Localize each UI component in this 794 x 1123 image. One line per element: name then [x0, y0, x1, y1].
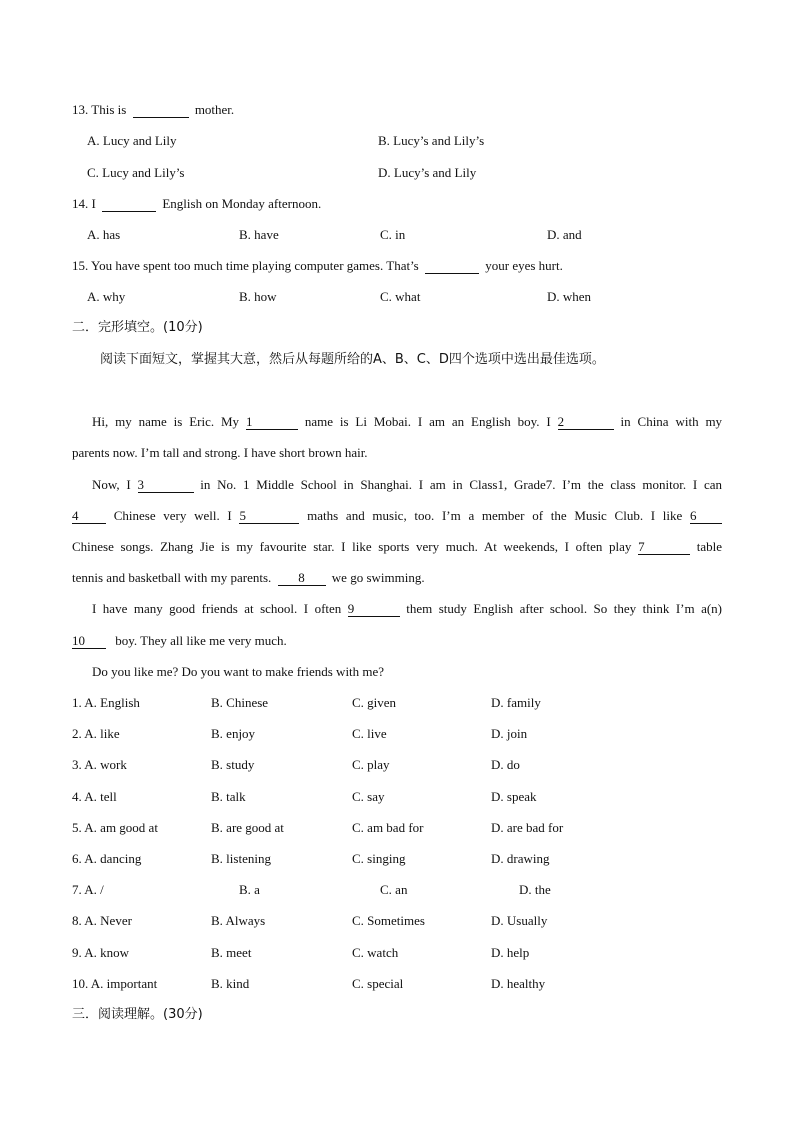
- question-15-option-a[interactable]: A. why: [87, 289, 126, 304]
- cloze-1-option-d[interactable]: D. family: [491, 695, 541, 710]
- passage-text: Now, I: [92, 477, 131, 492]
- cloze-6-option-c[interactable]: C. singing: [352, 851, 406, 866]
- cloze-7-option-b[interactable]: B. a: [239, 882, 260, 897]
- cloze-blank-9[interactable]: 9: [348, 602, 400, 617]
- passage-text: Chinese songs. Zhang Jie is my favourite star. I like sports very much. At weekends, I often play: [72, 539, 632, 554]
- question-14-stem-pre: 14. I: [72, 196, 96, 211]
- cloze-8-option-b[interactable]: B. Always: [211, 913, 266, 928]
- cloze-blank-7[interactable]: 7: [638, 540, 690, 555]
- question-15-option-b[interactable]: B. how: [239, 289, 277, 304]
- passage-line-5: [72, 539, 722, 555]
- passage-text: tennis and basketball with my parents.: [72, 570, 272, 585]
- question-15-stem-pre: 15. You have spent too much time playing computer games. That’s: [72, 258, 419, 273]
- cloze-7-option-a[interactable]: 7. A. /: [72, 882, 104, 897]
- question-14-stem-post: English on Monday afternoon.: [162, 196, 322, 211]
- cloze-3-option-a[interactable]: 3. A. work: [72, 757, 127, 772]
- passage-text: Chinese very well. I: [113, 508, 232, 523]
- question-13-option-a[interactable]: A. Lucy and Lily: [87, 133, 177, 148]
- passage-text: them study English after school. So they think I’m a(n): [406, 601, 722, 616]
- cloze-3-option-c[interactable]: C. play: [352, 757, 390, 772]
- question-13-stem-post: mother.: [194, 102, 235, 117]
- section-3-title: 三．阅读理解。(30分): [72, 1007, 203, 1022]
- passage-line-2: parents now. I’m tall and strong. I have short brown hair.: [72, 445, 368, 460]
- cloze-9-option-a[interactable]: 9. A. know: [72, 945, 130, 960]
- cloze-6-option-a[interactable]: 6. A. dancing: [72, 851, 142, 866]
- cloze-2-option-c[interactable]: C. live: [352, 726, 387, 741]
- cloze-9-option-c[interactable]: C. watch: [352, 945, 399, 960]
- cloze-8-option-a[interactable]: 8. A. Never: [72, 913, 132, 928]
- cloze-blank-3[interactable]: 3: [138, 478, 194, 493]
- passage-line-3: [92, 477, 722, 493]
- question-13-option-b[interactable]: B. Lucy’s and Lily’s: [378, 133, 485, 148]
- cloze-10-option-d[interactable]: D. healthy: [491, 976, 546, 991]
- passage-text: in No. 1 Middle School in Shanghai. I am in Class1, Grade7. I’m the class monitor. I can: [200, 477, 723, 492]
- cloze-5-option-a[interactable]: 5. A. am good at: [72, 820, 158, 835]
- cloze-4-option-c[interactable]: C. say: [352, 789, 385, 804]
- passage-line-6: [72, 570, 425, 586]
- cloze-blank-1[interactable]: 1: [246, 415, 298, 430]
- passage-text: name is Li Mobai. I am an English boy. I: [304, 414, 551, 429]
- cloze-blank-6[interactable]: 6: [690, 509, 722, 524]
- cloze-7-option-d[interactable]: D. the: [519, 882, 551, 897]
- cloze-10-option-b[interactable]: B. kind: [211, 976, 250, 991]
- question-14-option-a[interactable]: A. has: [87, 227, 121, 242]
- section-2-instruction: 阅读下面短文，掌握其大意，然后从每题所给的A、B、C、D四个选项中选出最佳选项。: [100, 352, 605, 367]
- cloze-6-option-d[interactable]: D. drawing: [491, 851, 550, 866]
- cloze-blank-10[interactable]: 10: [72, 634, 106, 649]
- cloze-10-option-a[interactable]: 10. A. important: [72, 976, 158, 991]
- question-13-blank[interactable]: [133, 103, 189, 118]
- cloze-7-option-c[interactable]: C. an: [380, 882, 408, 897]
- cloze-1-option-c[interactable]: C. given: [352, 695, 397, 710]
- question-15-option-d[interactable]: D. when: [547, 289, 592, 304]
- cloze-2-option-a[interactable]: 2. A. like: [72, 726, 120, 741]
- section-2-title: 二．完形填空。(10分): [72, 320, 203, 335]
- cloze-2-option-b[interactable]: B. enjoy: [211, 726, 256, 741]
- question-13-option-c[interactable]: C. Lucy and Lily’s: [87, 165, 185, 180]
- cloze-4-option-b[interactable]: B. talk: [211, 789, 246, 804]
- passage-text: Hi, my name is Eric. My: [92, 414, 240, 429]
- passage-line-8: [72, 633, 287, 649]
- question-13: [72, 102, 234, 118]
- question-15-stem-post: your eyes hurt.: [485, 258, 563, 273]
- cloze-8-option-c[interactable]: C. Sometimes: [352, 913, 425, 928]
- question-15-option-c[interactable]: C. what: [380, 289, 421, 304]
- passage-text: we go swimming.: [331, 570, 425, 585]
- question-14-option-d[interactable]: D. and: [547, 227, 582, 242]
- question-13-option-d[interactable]: D. Lucy’s and Lily: [378, 165, 477, 180]
- cloze-blank-8[interactable]: 8: [278, 571, 326, 586]
- passage-line-7: [92, 601, 722, 617]
- question-15: [72, 258, 563, 274]
- question-13-stem-pre: 13. This is: [72, 102, 127, 117]
- cloze-blank-5[interactable]: 5: [239, 509, 299, 524]
- cloze-10-option-c[interactable]: C. special: [352, 976, 404, 991]
- cloze-8-option-d[interactable]: D. Usually: [491, 913, 548, 928]
- passage-text: boy. They all like me very much.: [115, 633, 287, 648]
- passage-line-1: [92, 414, 722, 430]
- cloze-5-option-d[interactable]: D. are bad for: [491, 820, 564, 835]
- cloze-4-option-a[interactable]: 4. A. tell: [72, 789, 117, 804]
- cloze-9-option-d[interactable]: D. help: [491, 945, 530, 960]
- cloze-2-option-d[interactable]: D. join: [491, 726, 528, 741]
- cloze-blank-2[interactable]: 2: [558, 415, 614, 430]
- cloze-5-option-b[interactable]: B. are good at: [211, 820, 284, 835]
- cloze-blank-4[interactable]: 4: [72, 509, 106, 524]
- passage-text: I have many good friends at school. I often: [92, 601, 342, 616]
- passage-text: maths and music, too. I’m a member of the Music Club. I like: [307, 508, 683, 523]
- question-14-blank[interactable]: [102, 197, 156, 212]
- cloze-1-option-b[interactable]: B. Chinese: [211, 695, 269, 710]
- cloze-6-option-b[interactable]: B. listening: [211, 851, 271, 866]
- question-14-option-b[interactable]: B. have: [239, 227, 279, 242]
- question-14: [72, 196, 321, 212]
- cloze-1-option-a[interactable]: 1. A. English: [72, 695, 140, 710]
- cloze-5-option-c[interactable]: C. am bad for: [352, 820, 424, 835]
- cloze-3-option-d[interactable]: D. do: [491, 757, 520, 772]
- passage-line-9: Do you like me? Do you want to make friends with me?: [92, 664, 385, 679]
- cloze-3-option-b[interactable]: B. study: [211, 757, 255, 772]
- passage-text: in China with my: [620, 414, 723, 429]
- question-14-option-c[interactable]: C. in: [380, 227, 406, 242]
- passage-line-4: [72, 508, 722, 524]
- question-15-blank[interactable]: [425, 259, 479, 274]
- passage-text: table: [696, 539, 723, 554]
- cloze-9-option-b[interactable]: B. meet: [211, 945, 252, 960]
- cloze-4-option-d[interactable]: D. speak: [491, 789, 537, 804]
